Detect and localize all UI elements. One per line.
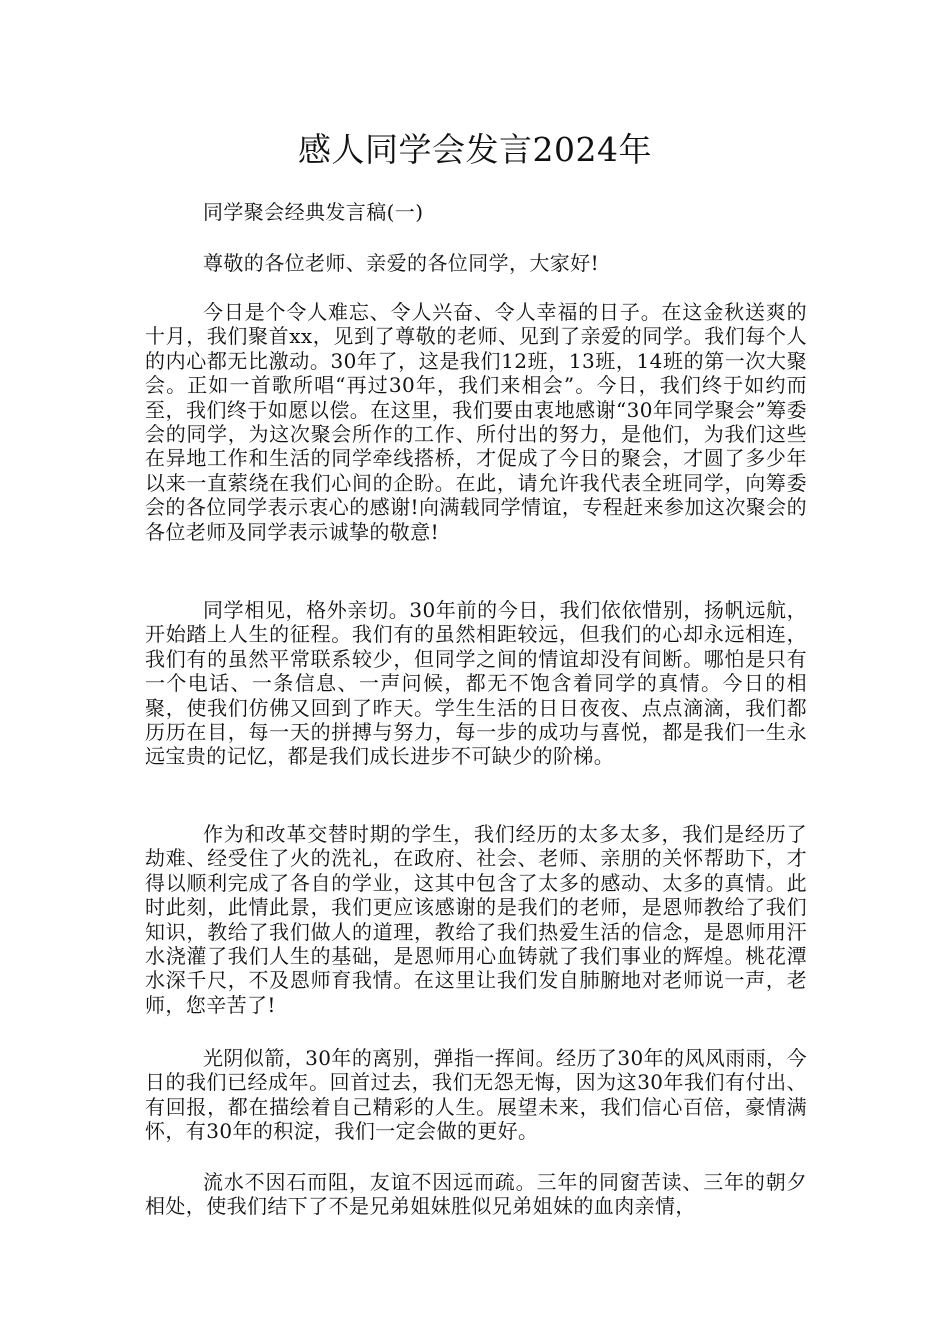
- paragraph-3: 作为和改革交替时期的学生，我们经历的太多太多，我们是经历了劫难、经受住了火的洗礼，在政府、社会、老师、亲朋的关怀帮助下，才得以顺利完成了各自的学业，这其中包含了太多的感动、太多的真情。此时此刻，此情此景，我们更应该感谢的是我们的老师，是恩师教给了我们知识，教给了我们做人的道理，教给了我们热爱生活的信念，是恩师用汗水浇灌了我们人生的基础，是恩师用心血铸就了我们事业的辉煌。桃花潭水深千尺，不及恩师育我情。在这里让我们发自肺腑地对老师说一声，老师，您辛苦了!: [145, 822, 807, 1017]
- document-subtitle: 同学聚会经典发言稿(一): [203, 200, 424, 224]
- paragraph-4: 光阴似箭，30年的离别，弹指一挥间。经历了30年的风风雨雨，今日的我们已经成年。回首过去，我们无怨无悔，因为这30年我们有付出、有回报，都在描绘着自己精彩的人生。展望未来，我们信心百倍，豪情满怀，有30年的积淀，我们一定会做的更好。: [145, 1046, 807, 1144]
- document-title: 感人同学会发言2024年: [298, 130, 652, 169]
- greeting-line: 尊敬的各位老师、亲爱的各位同学，大家好!: [203, 251, 600, 275]
- paragraph-2: 同学相见，格外亲切。30年前的今日，我们依依惜别，扬帆远航，开始踏上人生的征程。我们有的虽然相距较远，但我们的心却永远相连，我们有的虽然平常联系较少，但同学之间的情谊却没有间断。哪怕是只有一个电话、一条信息、一声问候，都无不饱含着同学的真情。今日的相聚，使我们仿佛又回到了昨天。学生生活的日日夜夜、点点滴滴，我们都历历在目，每一天的拼搏与努力，每一步的成功与喜悦，都是我们一生永远宝贵的记忆，都是我们成长进步不可缺少的阶梯。: [145, 598, 807, 769]
- paragraph-1: 今日是个令人难忘、令人兴奋、令人幸福的日子。在这金秋送爽的十月，我们聚首xx，见到了尊敬的老师、见到了亲爱的同学。我们每个人的内心都无比激动。30年了，这是我们12班，13班，14班的第一次大聚会。正如一首歌所唱“再过30年，我们来相会”。今日，我们终于如约而至，我们终于如愿以偿。在这里，我们要由衷地感谢“30年同学聚会”筹委会的同学，为这次聚会所作的工作、所付出的努力，是他们，为我们这些在异地工作和生活的同学牵线搭桥，才促成了今日的聚会，才圆了多少年以来一直萦绕在我们心间的企盼。在此，请允许我代表全班同学，向筹委会的各位同学表示衷心的感谢!向满载同学情谊，专程赶来参加这次聚会的各位老师及同学表示诚挚的敬意!: [145, 300, 807, 544]
- paragraph-5: 流水不因石而阻，友谊不因远而疏。三年的同窗苦读、三年的朝夕相处，使我们结下了不是兄弟姐妹胜似兄弟姐妹的血肉亲情，: [145, 1170, 807, 1219]
